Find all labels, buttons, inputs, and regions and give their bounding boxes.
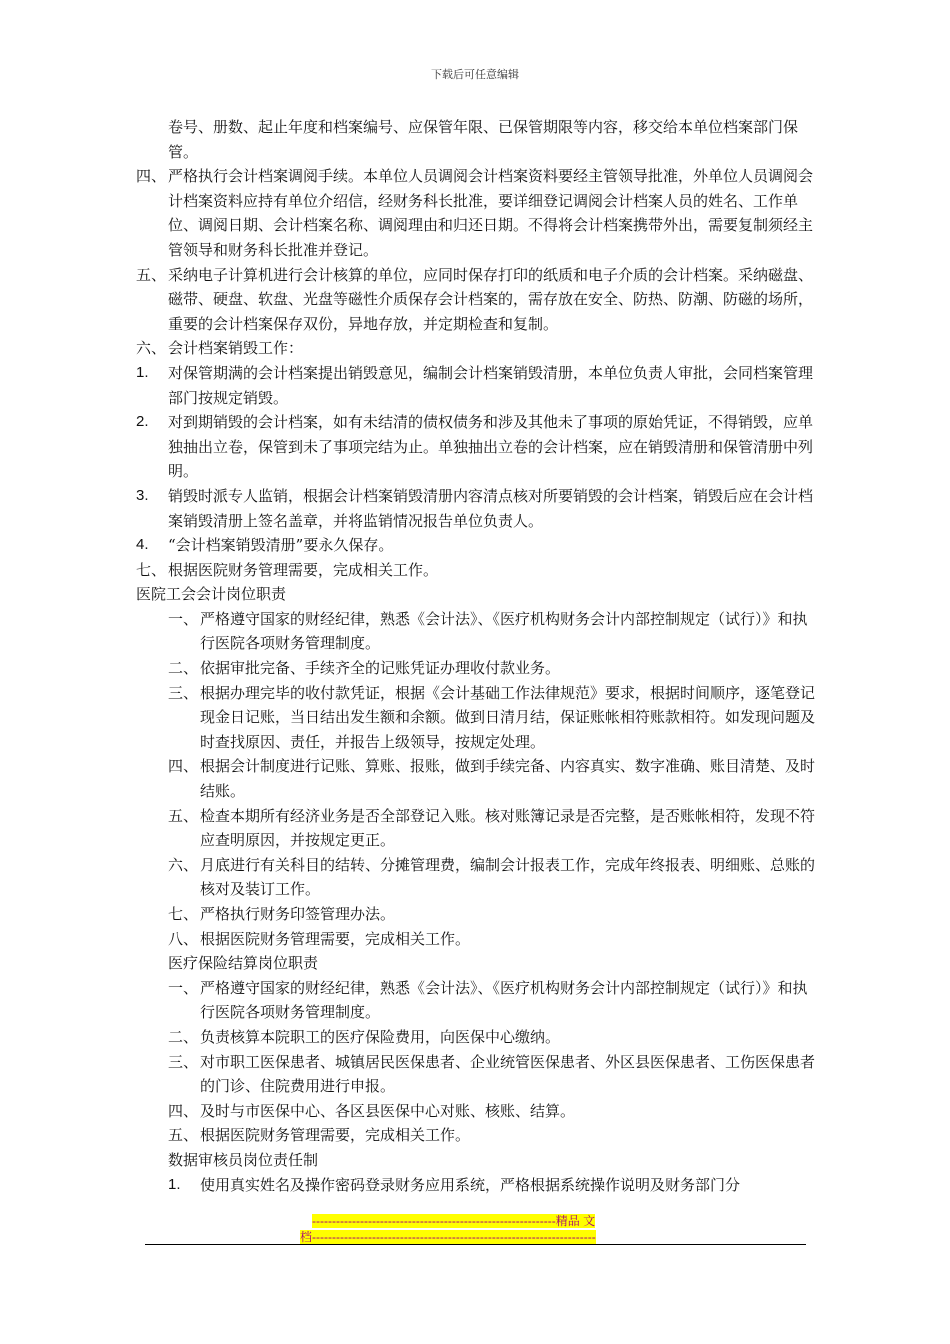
list-text: 销毁时派专人监销，根据会计档案销毁清册内容清点核对所要销毁的会计档案，销毁后应在会计档案销毁清册上签名盖章，并将监销情况报告单位负责人。 — [168, 486, 814, 530]
list-number: 七、 — [168, 905, 199, 923]
list-text: 严格遵守国家的财经纪律，熟悉《会计法》、《医疗机构财务会计内部控制规定（试行）》和执行医院各项财务管理制度。 — [200, 978, 808, 1022]
list-item — [136, 533, 816, 558]
list-number: 一、 — [168, 609, 199, 628]
list-number: 五、 — [136, 265, 167, 284]
list-number: 一、 — [168, 978, 199, 997]
page-footer-watermark — [300, 1213, 660, 1245]
list-number: 三、 — [168, 1052, 199, 1071]
list-item — [136, 1099, 816, 1124]
list-number: 1. — [168, 1175, 181, 1193]
list-item — [136, 410, 816, 484]
list-number: 3. — [136, 486, 149, 504]
section-heading: 数据审核员岗位责任制 — [168, 1150, 319, 1169]
footer-line-1: -------------------------------------------------------------精品 文 — [312, 1214, 596, 1228]
list-item — [136, 1123, 816, 1148]
list-text: 及时与市医保中心、各区县医保中心对账、核账、结算。 — [200, 1101, 576, 1120]
list-text: 采纳电子计算机进行会计核算的单位，应同时保存打印的纸质和电子介质的会计档案。采纳磁盘、磁带、硬盘、软盘、光盘等磁性介质保存会计档案的，需存放在安全、防热、防潮、防磁的场所，重要的会计档案保存双份，异地存放，并定期检查和复制。 — [168, 265, 814, 333]
list-number: 4. — [136, 536, 149, 554]
list-number: 三、 — [168, 683, 199, 702]
list-text: 严格遵守国家的财经纪律，熟悉《会计法》、《医疗机构财务会计内部控制规定（试行）》和执行医院各项财务管理制度。 — [200, 609, 808, 653]
list-item — [136, 336, 816, 361]
footer-divider — [145, 1244, 806, 1245]
paragraph-text: 卷号、册数、起止年度和档案编号、应保管年限、已保管期限等内容，移交给本单位档案部门保管。 — [168, 118, 799, 161]
list-item — [136, 558, 816, 583]
list-item — [136, 484, 816, 533]
list-text: 使用真实姓名及操作密码登录财务应用系统，严格根据系统操作说明及财务部门分 — [200, 1175, 741, 1194]
list-item — [136, 927, 816, 952]
list-text: 根据医院财务管理需要，完成相关工作。 — [168, 560, 439, 579]
list-item — [136, 361, 816, 410]
document-body — [136, 115, 816, 1197]
list-text: 会计档案销毁工作： — [168, 339, 304, 358]
list-item — [136, 1050, 816, 1099]
list-text: 根据医院财务管理需要，完成相关工作。 — [200, 1126, 471, 1145]
list-item — [136, 902, 816, 927]
list-text: 检查本期所有经济业务是否全部登记入账。核对账簿记录是否完整，是否账帐相符，发现不符应查明原因，并按规定更正。 — [200, 806, 816, 850]
list-text: 严格执行财务印签管理办法。 — [200, 905, 396, 923]
list-number: 2. — [136, 413, 149, 431]
list-text: 对市职工医保患者、城镇居民医保患者、企业统管医保患者、外区县医保患者、工伤医保患者的门诊、住院费用进行申报。 — [200, 1052, 816, 1096]
list-item — [136, 1173, 816, 1198]
list-item — [136, 164, 816, 262]
list-number: 四、 — [136, 167, 167, 186]
list-item — [136, 263, 816, 337]
list-text: 负责核算本院职工的医疗保险费用，向医保中心缴纳。 — [200, 1027, 561, 1046]
list-item — [136, 853, 816, 902]
list-item — [136, 976, 816, 1025]
list-text: 月底进行有关科目的结转、分摊管理费，编制会计报表工作，完成年终报表、明细账、总账的核对及装订工作。 — [200, 855, 816, 899]
list-number: 1. — [136, 363, 149, 381]
list-number: 二、 — [168, 659, 199, 678]
list-number: 八、 — [168, 929, 199, 948]
paragraph-continuation — [136, 115, 816, 164]
list-number: 七、 — [136, 560, 167, 579]
section-heading: 医疗保险结算岗位职责 — [168, 954, 319, 973]
list-number: 四、 — [168, 1101, 199, 1120]
list-item — [136, 804, 816, 853]
list-text: 根据办理完毕的收付款凭证，根据《会计基础工作法律规范》要求，根据时间顺序，逐笔登记现金日记账，当日结出发生额和余额。做到日清月结，保证账帐相符账款相符。如发现问题及时查找原因、责任，并报告上级领导，按规定处理。 — [200, 683, 816, 751]
list-text: 依据审批完备、手续齐全的记账凭证办理收付款业务。 — [200, 659, 561, 678]
list-item — [136, 754, 816, 803]
list-number: 六、 — [136, 339, 167, 358]
list-number: 五、 — [168, 1126, 199, 1145]
list-number: 二、 — [168, 1027, 199, 1046]
list-item — [136, 1025, 816, 1050]
list-item — [136, 607, 816, 656]
list-number: 六、 — [168, 855, 199, 874]
list-item — [136, 681, 816, 755]
list-text: 根据医院财务管理需要，完成相关工作。 — [200, 929, 471, 948]
list-text: 根据会计制度进行记账、算账、报账，做到手续完备、内容真实、数字准确、账目清楚、及时结账。 — [200, 757, 816, 801]
footer-line-2: 档----------------------------------------------------------------------- — [300, 1230, 596, 1244]
list-number: 四、 — [168, 757, 199, 776]
list-item — [136, 656, 816, 681]
list-text: 对到期销毁的会计档案，如有未结清的债权债务和涉及其他未了事项的原始凭证，不得销毁，应单独抽出立卷，保管到未了事项完结为止。单独抽出立卷的会计档案，应在销毁清册和保管清册中列明。 — [168, 413, 814, 481]
list-text: “会计档案销毁清册”要永久保存。 — [168, 536, 394, 555]
section-heading: 医院工会会计岗位职责 — [136, 585, 287, 604]
page-header: 下载后可任意编辑 — [431, 68, 519, 81]
list-text: 对保管期满的会计档案提出销毁意见，编制会计档案销毁清册，本单位负责人审批，会同档案管理部门按规定销毁。 — [168, 363, 814, 407]
list-number: 五、 — [168, 806, 199, 825]
list-text: 严格执行会计档案调阅手续。本单位人员调阅会计档案资料要经主管领导批准，外单位人员调阅会计档案资料应持有单位介绍信，经财务科长批准，要详细登记调阅会计档案人员的姓名、工作单位、调阅日期、会计档案名称、调阅理由和归还日期。不得将会计档案携带外出，需要复制须经主管领导和财务科长批准并登记。 — [168, 167, 814, 259]
